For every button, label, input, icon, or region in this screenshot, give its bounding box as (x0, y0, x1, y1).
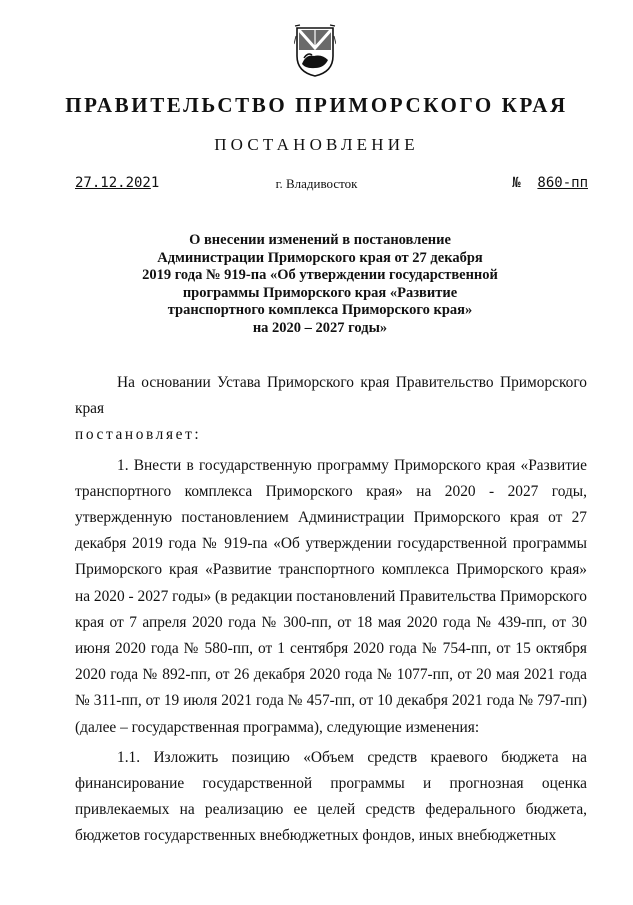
coat-of-arms-icon (294, 24, 336, 78)
preamble-paragraph: На основании Устава Приморского края Правительство Приморского края (75, 374, 587, 418)
document-type: ПОСТАНОВЛЕНИЕ (214, 135, 419, 154)
document-title (120, 232, 520, 338)
title-line: транспортного комплекса Приморского края» (167, 302, 473, 319)
number-sign: № (512, 175, 521, 191)
title-line: О внесении изменений в постановление (189, 232, 451, 248)
document-date-underlined: 27.12.202 (75, 175, 151, 191)
document-number (512, 175, 588, 191)
title-line: программы Приморского края «Развитие (182, 284, 458, 301)
decrees-word: постановляет: (75, 426, 202, 444)
document-date-tail: 1 (150, 175, 160, 191)
item-1-1-paragraph: 1.1. Изложить позицию «Объем средств краевого бюджета на финансирование государственной программы и прогнозная оценка привлекаемых на реализацию ее целей средств федерального бюджета, бюджетов государственных внебюджетных фондов, иных внебюджетных (75, 748, 587, 845)
title-line: на 2020 – 2027 годы» (252, 319, 388, 336)
item-1-paragraph: 1. Внести в государственную программу Приморского края «Развитие транспортного комплекса Приморского края» на 2020 - 2027 годы, утвержденную постановлением Администрации Приморского края от 27 декабря 2019 года № 919-па «Об утверждении государственной программы Приморского края «Развитие транспортного комплекса Приморского края» на 2020 - 2027 годы» (в редакции постановлений Правительства Приморского края от 7 апреля 2020 года № 300-пп, от 18 мая 2020 года № 439-пп, от 30 июня 2020 года № 580-пп, от 1 сентября 2020 года № 754-пп, от 15 октября 2020 года № 892-пп, от 26 декабря 2020 года № 1077-пп, от 20 мая 2021 года № 311-пп, от 19 июля 2021 года № 457-пп, от 10 декабря 2021 года № 797-пп) (далее – государственная программа), следующие изменения: (75, 456, 587, 736)
document-number-value: 860-пп (537, 175, 588, 191)
government-title: ПРАВИТЕЛЬСТВО ПРИМОРСКОГО КРАЯ (65, 93, 568, 117)
document-city: г. Владивосток (275, 176, 358, 191)
title-line: 2019 года № 919-па «Об утверждении государственной (142, 267, 498, 284)
title-line: Администрации Приморского края от 27 декабря (157, 249, 483, 266)
document-body (75, 370, 587, 850)
